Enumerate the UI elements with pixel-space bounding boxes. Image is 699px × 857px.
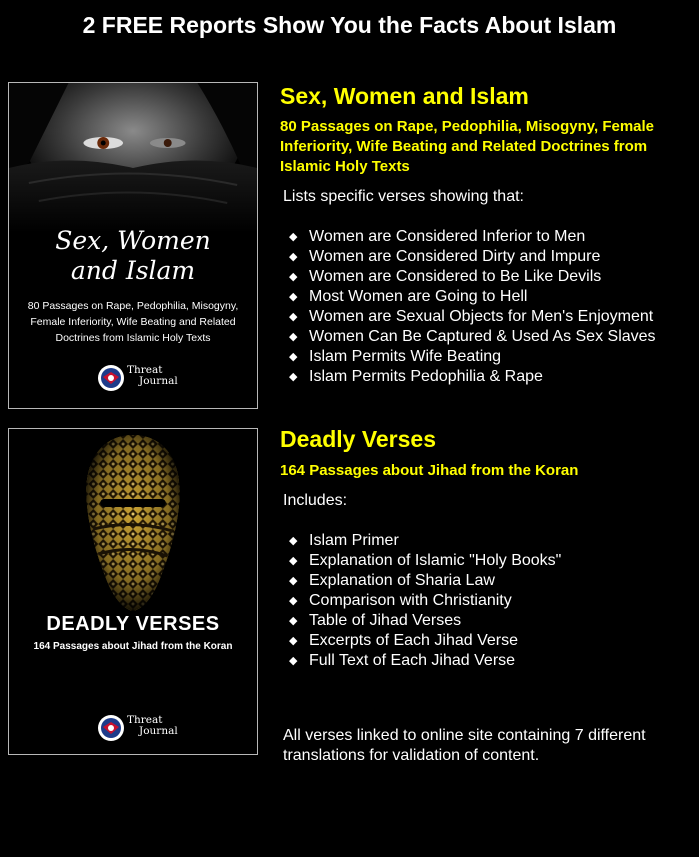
list-item-text: Explanation of Sharia Law bbox=[309, 572, 495, 589]
cover-subtitle bbox=[17, 298, 249, 346]
page-title: 2 FREE Reports Show You the Facts About Islam bbox=[82, 12, 617, 38]
cover-sex-women-islam[interactable] bbox=[8, 82, 258, 409]
list-item bbox=[280, 611, 695, 631]
diamond-bullet-icon: ◆ bbox=[289, 655, 298, 667]
list-item-text: Explanation of Islamic "Holy Books" bbox=[309, 552, 562, 569]
diamond-bullet-icon: ◆ bbox=[289, 311, 298, 323]
diamond-bullet-icon: ◆ bbox=[289, 575, 298, 587]
list-item bbox=[280, 287, 695, 307]
diamond-bullet-icon: ◆ bbox=[289, 615, 298, 627]
logo-text-line-1: Threat bbox=[127, 364, 163, 376]
diamond-bullet-icon: ◆ bbox=[289, 291, 298, 303]
list-item bbox=[280, 551, 695, 571]
cover-title: DEADLY VERSES bbox=[46, 613, 220, 635]
threat-journal-logo bbox=[97, 714, 187, 744]
logo-text-line-2: Journal bbox=[139, 375, 178, 387]
report-intro: Lists specific verses showing that: bbox=[283, 188, 524, 205]
diamond-bullet-icon: ◆ bbox=[289, 371, 298, 383]
list-item bbox=[280, 247, 695, 267]
diamond-bullet-icon: ◆ bbox=[289, 351, 298, 363]
report-section-sex-women-islam bbox=[280, 82, 695, 387]
diamond-bullet-icon: ◆ bbox=[289, 595, 298, 607]
report-title[interactable]: Sex, Women and Islam bbox=[280, 83, 529, 109]
list-item-text: Full Text of Each Jihad Verse bbox=[309, 652, 516, 669]
list-item-text: Islam Primer bbox=[309, 532, 399, 549]
list-item-text: Most Women are Going to Hell bbox=[309, 288, 528, 305]
list-item bbox=[280, 531, 695, 551]
cover-title-line-2: and Islam bbox=[70, 256, 196, 285]
report-bullet-list bbox=[280, 227, 695, 387]
report-title[interactable]: Deadly Verses bbox=[280, 426, 437, 452]
footer-note: All verses linked to online site containing 7 different translations for validation of content. bbox=[283, 727, 646, 764]
diamond-bullet-icon: ◆ bbox=[289, 535, 298, 547]
list-item bbox=[280, 347, 695, 367]
list-item bbox=[280, 307, 695, 327]
list-item bbox=[280, 591, 695, 611]
diamond-bullet-icon: ◆ bbox=[289, 331, 298, 343]
logo-text-line-1: Threat bbox=[127, 714, 163, 726]
list-item bbox=[280, 367, 695, 387]
cover-title-line-1: Sex, Women bbox=[55, 226, 211, 255]
diamond-bullet-icon: ◆ bbox=[289, 271, 298, 283]
list-item-text: Islam Permits Wife Beating bbox=[309, 348, 502, 365]
list-item-text: Table of Jihad Verses bbox=[309, 612, 462, 629]
report-subtitle: 80 Passages on Rape, Pedophilia, Misogyny, Female Inferiority, Wife Beating and Related Doctrines from Islamic Holy Texts bbox=[280, 118, 655, 175]
diamond-bullet-icon: ◆ bbox=[289, 635, 298, 647]
list-item-text: Excerpts of Each Jihad Verse bbox=[309, 632, 518, 649]
diamond-bullet-icon: ◆ bbox=[289, 231, 298, 243]
list-item bbox=[280, 631, 695, 651]
cover-deadly-verses[interactable] bbox=[8, 428, 258, 755]
cover-subtitle-line: Female Inferiority, Wife Beating and Related bbox=[30, 316, 236, 328]
list-item bbox=[280, 227, 695, 247]
seal-icon bbox=[97, 364, 125, 392]
list-item-text: Islam Permits Pedophilia & Rape bbox=[309, 368, 543, 385]
list-item-text: Women are Considered Dirty and Impure bbox=[309, 248, 601, 265]
cover-subtitle-line: Doctrines from Islamic Holy Texts bbox=[55, 332, 211, 344]
logo-text-line-2: Journal bbox=[139, 725, 178, 737]
list-item-text: Women Can Be Captured & Used As Sex Slaves bbox=[309, 328, 656, 345]
report-intro: Includes: bbox=[283, 492, 348, 509]
list-item-text: Comparison with Christianity bbox=[309, 592, 512, 609]
seal-icon bbox=[97, 714, 125, 742]
report-subtitle: 164 Passages about Jihad from the Koran bbox=[280, 462, 579, 479]
list-item bbox=[280, 571, 695, 591]
report-section-deadly-verses bbox=[280, 425, 695, 671]
threat-journal-logo bbox=[97, 364, 187, 394]
masked-face-keffiyeh-image bbox=[9, 429, 257, 614]
list-item bbox=[280, 267, 695, 287]
cover-subtitle-line: 80 Passages on Rape, Pedophilia, Misogyny, bbox=[27, 300, 239, 312]
list-item-text: Women are Sexual Objects for Men's Enjoyment bbox=[309, 308, 654, 325]
list-item bbox=[280, 651, 695, 671]
report-bullet-list bbox=[280, 531, 695, 671]
woman-veiled-eyes-image bbox=[9, 83, 257, 233]
diamond-bullet-icon: ◆ bbox=[289, 251, 298, 263]
list-item bbox=[280, 327, 695, 347]
diamond-bullet-icon: ◆ bbox=[289, 555, 298, 567]
cover-subtitle: 164 Passages about Jihad from the Koran bbox=[33, 641, 233, 652]
list-item-text: Women are Considered to Be Like Devils bbox=[309, 268, 602, 285]
list-item-text: Women are Considered Inferior to Men bbox=[309, 228, 586, 245]
